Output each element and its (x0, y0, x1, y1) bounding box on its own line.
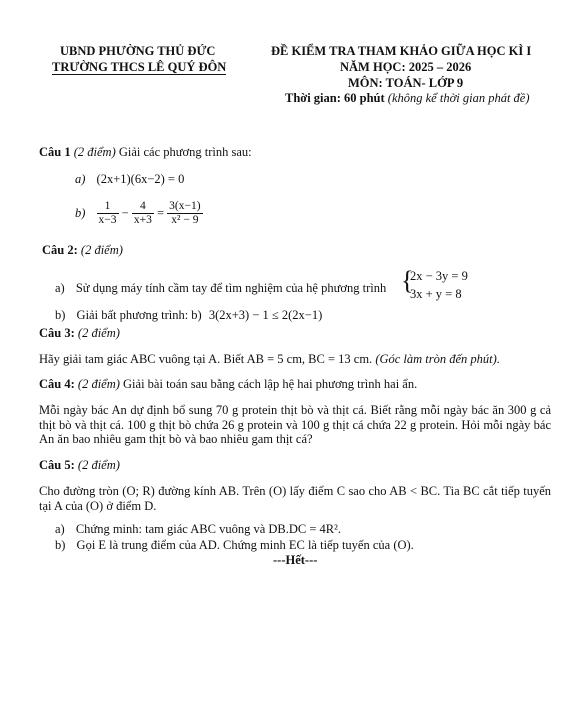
q3-heading (39, 326, 120, 341)
exam-title: ĐỀ KIỂM TRA THAM KHẢO GIỮA HỌC KÌ I (271, 44, 532, 58)
q1-part-a (75, 172, 184, 187)
q5-b-text: Gọi E là trung điểm của AD. Chứng minh EC là tiếp tuyến của (O). (76, 538, 414, 552)
q2-b-text: Giải bất phương trình: b) (76, 308, 202, 322)
end-mark: ---Hết--- (273, 553, 318, 567)
exam-time (285, 91, 530, 106)
q5-b-label: b) (55, 538, 66, 552)
q1-b-equals: = (156, 206, 165, 220)
q5-part-b (55, 538, 414, 553)
subject: MÔN: TOÁN- LỚP 9 (348, 76, 464, 90)
q5-part-a (55, 522, 341, 537)
q5-title: Câu 5: (39, 458, 75, 472)
q1-heading (39, 145, 252, 160)
q5-a-label: a) (55, 522, 65, 536)
q1-b-f3-num: 3(x−1) (169, 200, 201, 212)
q1-b-label: b) (75, 206, 86, 220)
q3-text: Hãy giải tam giác ABC vuông tại A. Biết AB = 5 cm, BC = 13 cm. (39, 352, 373, 366)
q1-a-expr: (2x+1)(6x−2) = 0 (96, 172, 185, 186)
q2-system-brace: { (401, 266, 414, 295)
q2-a-text: Sử dụng máy tính cầm tay để tìm nghiệm của hệ phương trình (75, 281, 387, 295)
q2-points: (2 điểm) (80, 243, 123, 257)
exam-time-note: (không kể thời gian phát đề) (387, 91, 530, 105)
exam-time-label: Thời gian: 60 phút (285, 91, 385, 105)
q5-points: (2 điểm) (77, 458, 120, 472)
q2-part-b (55, 308, 322, 323)
q1-b-fraction-3 (167, 200, 202, 227)
q5-a-text: Chứng minh: tam giác ABC vuông và DB.DC = 4R². (75, 522, 341, 536)
q1-title: Câu 1 (39, 145, 71, 159)
q1-b-fraction-2 (132, 200, 154, 227)
q3-points: (2 điểm) (77, 326, 120, 340)
school-year: NĂM HỌC: 2025 – 2026 (340, 60, 472, 74)
q1-b-fraction-1 (97, 200, 119, 227)
q4-body: Mỗi ngày bác An dự định bổ sung 70 g protein thịt bò và thịt cá. Biết rằng mỗi ngày bác ăn 300 g cả thịt bò và thịt cá. 100 g thịt bò chứa 26 g protein và 100 g thịt cá chứa 22 g protein. Hỏi mỗi ngày bác An ăn bao nhiêu gam thịt bò và bao nhiêu gam thịt cá? (39, 403, 551, 446)
q4-heading (39, 377, 417, 392)
q3-note: (Góc làm tròn đến phút). (375, 352, 500, 366)
q4-points: (2 điểm) (77, 377, 120, 391)
q5-heading (39, 458, 120, 473)
school-name (52, 60, 226, 75)
q1-part-b (75, 200, 203, 227)
q1-points: (2 điểm) (73, 145, 116, 159)
school-name-text: TRƯỜNG THCS LÊ QUÝ ĐÔN (52, 60, 227, 74)
q2-b-label: b) (55, 308, 66, 322)
q5-body: Cho đường tròn (O; R) đường kính AB. Trên (O) lấy điểm C sao cho AB < BC. Tia BC cắt tiếp tuyến tại A của (O) ở điểm D. (39, 484, 551, 513)
school-authority: UBND PHƯỜNG THỦ ĐỨC (60, 44, 216, 58)
q2-b-expr: 3(2x+3) − 1 ≤ 2(2x−1) (208, 308, 323, 322)
q1-b-f3-den: x² − 9 (171, 214, 199, 226)
q2-a-label: a) (55, 281, 65, 295)
q1-b-f1-den: x−3 (98, 214, 117, 226)
q4-text: Giải bài toán sau bằng cách lập hệ hai phương trình hai ẩn. (123, 377, 418, 391)
q2-part-a (55, 281, 386, 296)
q1-b-f1-num: 1 (97, 200, 119, 214)
q1-b-f2-num: 4 (132, 200, 154, 214)
q2-eq2: 3x + y = 8 (410, 287, 462, 301)
q2-eq1: 2x − 3y = 9 (410, 269, 468, 283)
q2-title: Câu 2: (42, 243, 78, 257)
q3-body (39, 352, 500, 367)
q1-a-label: a) (75, 172, 86, 186)
q1-text: Giải các phương trình sau: (118, 145, 252, 159)
q2-heading (42, 243, 123, 258)
q3-title: Câu 3: (39, 326, 75, 340)
q1-b-minus: − (121, 206, 129, 220)
q1-b-f2-den: x+3 (133, 214, 152, 226)
q4-title: Câu 4: (39, 377, 75, 391)
